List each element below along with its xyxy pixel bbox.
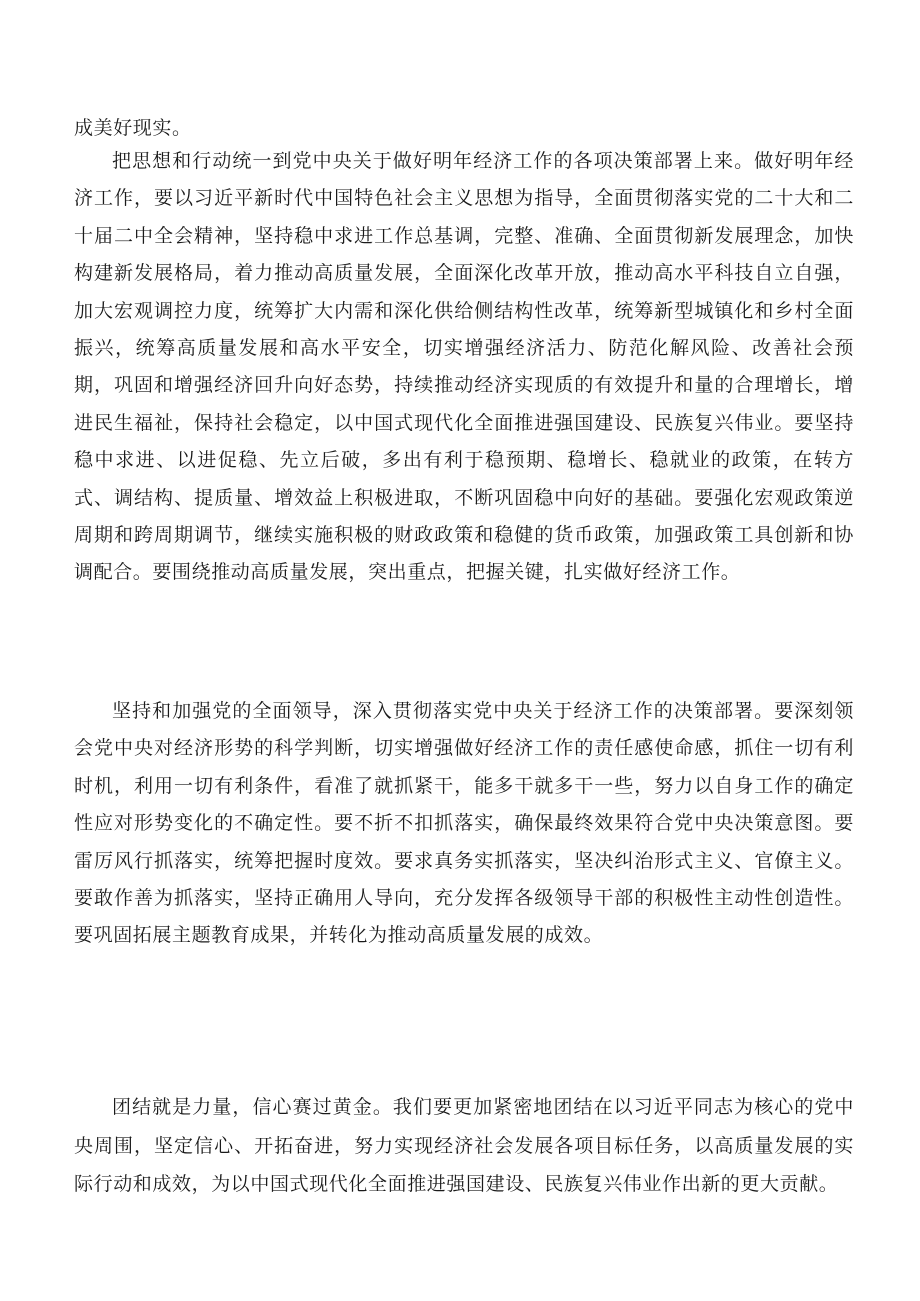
paragraph-text: 把思想和行动统一到党中央关于做好明年经济工作的各项决策部署上来。做好明年经济工作，要以习近平新时代中国特色社会主义思想为指导，全面贯彻落实党的二十大和二十届二中全会精神，坚持稳中求进工作总基调，完整、准确、全面贯彻新发展理念，加快构建新发展格局，着力推动高质量发展，全面深化改革开放，推动高水平科技自立自强，加大宏观调控力度，统筹扩大内需和深化供给侧结构性改革，统筹新型城镇化和乡村全面振兴，统筹高质量发展和高水平安全，切实增强经济活力、防范化解风险、改善社会预期，巩固和增强经济回升向好态势，持续推动经济实现质的有效提升和量的合理增长，增进民生福祉，保持社会稳定，以中国式现代化全面推进强国建设、民族复兴伟业。要坚持稳中求进、以进促稳、先立后破，多出有利于稳预期、稳增长、稳就业的政策，在转方式、调结构、提质量、增效益上积极进取，不断巩固稳中向好的基础。要强化宏观政策逆周期和跨周期调节，继续实施积极的财政政策和稳健的货币政策，加强政策工具创新和协调配合。要围绕推动高质量发展，突出重点，把握关键，扎实做好经济工作。 <box>74 150 854 584</box>
paragraph-party-leadership <box>74 693 854 955</box>
paragraph-text: 坚持和加强党的全面领导，深入贯彻落实党中央关于经济工作的决策部署。要深刻领会党中央对经济形势的科学判断，切实增强做好经济工作的责任感使命感，抓住一切有利时机，利用一切有利条件，看准了就抓紧干，能多干就多干一些，努力以自身工作的确定性应对形势变化的不确定性。要不折不扣抓落实，确保最终效果符合党中央决策意图。要雷厉风行抓落实，统筹把握时度效。要求真务实抓落实，坚决纠治形式主义、官僚主义。要敢作善为抓落实，坚持正确用人导向，充分发挥各级领导干部的积极性主动性创造性。要巩固拓展主题教育成果，并转化为推动高质量发展的成效。 <box>74 700 854 947</box>
paragraph-text: 团结就是力量，信心赛过黄金。我们要更加紧密地团结在以习近平同志为核心的党中央周围，坚定信心、开拓奋进，努力实现经济社会发展各项目标任务，以高质量发展的实际行动和成效，为以中国式现代化全面推进强国建设、民族复兴伟业作出新的更大贡献。 <box>74 1096 854 1195</box>
paragraph-economic-work-deployment <box>74 143 854 592</box>
paragraph-continuation <box>74 110 854 147</box>
paragraph-text: 成美好现实。 <box>74 117 192 139</box>
paragraph-unity-confidence <box>74 1088 854 1204</box>
